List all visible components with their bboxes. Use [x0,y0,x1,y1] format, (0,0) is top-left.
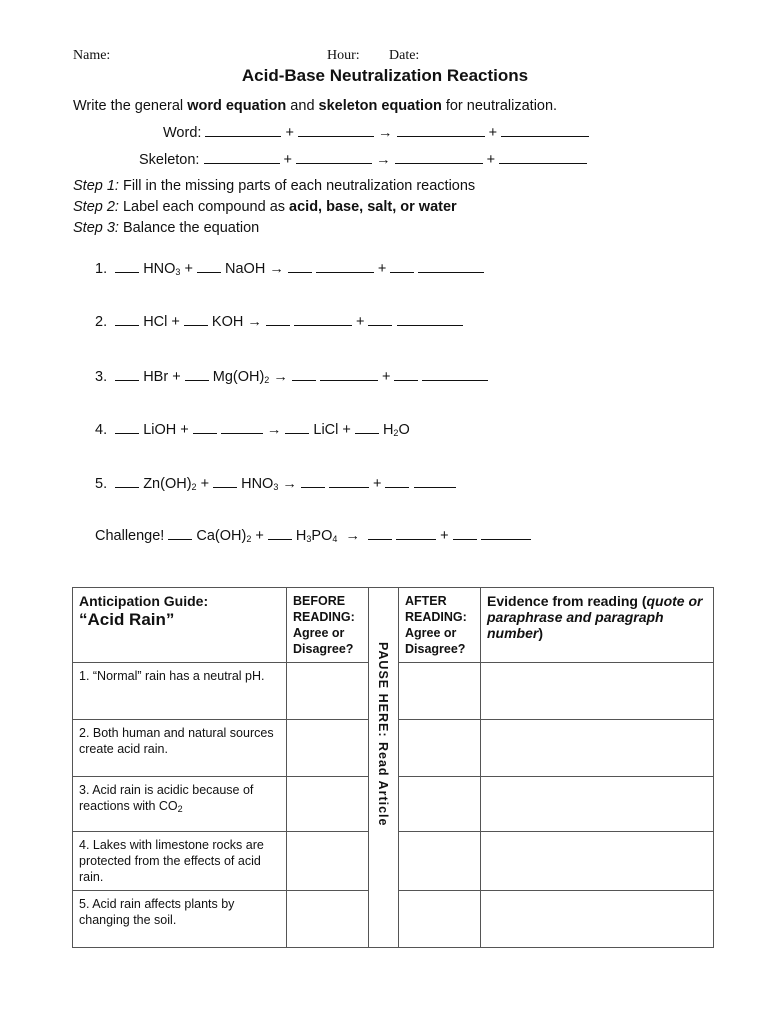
arrow-icon: → [376,152,391,168]
word-blank-3[interactable] [397,135,485,137]
product-blank[interactable] [329,486,369,488]
after-reading-header: AFTER READING: Agree or Disagree? [399,588,481,663]
coef-blank[interactable] [115,324,139,326]
coef-blank[interactable] [115,432,139,434]
skeleton-blank-2[interactable] [296,162,372,164]
arrow-icon: → [282,476,297,492]
skeleton-blank-1[interactable] [204,162,280,164]
evidence-header: Evidence from reading (quote or paraphrase and paragraph number) [481,588,714,663]
hour-label: Hour: [327,48,360,63]
pause-label: PAUSE HERE: Read Article [375,642,390,827]
step-1: Step 1: Fill in the missing parts of each neutralization reactions [73,178,476,194]
arrow-icon: → [345,528,360,544]
coef-blank[interactable] [394,379,418,381]
coef-blank[interactable] [285,432,309,434]
coef-blank[interactable] [197,271,221,273]
pause-column [369,588,399,948]
product-blank[interactable] [316,271,374,273]
product-blank[interactable] [320,379,378,381]
date-label: Date: [389,48,420,63]
after-answer-4[interactable] [399,832,481,891]
coef-blank[interactable] [385,486,409,488]
product-blank[interactable] [422,379,488,381]
arrow-icon: → [269,261,284,277]
anticipation-guide-table [72,587,714,948]
arrow-icon: → [266,422,282,438]
equation-1: 1. $HNO_3$ + NaOH → + [95,261,484,277]
word-equation: Word: + → + [163,125,589,141]
before-answer-3[interactable] [287,777,369,832]
evidence-answer-2[interactable] [481,720,714,777]
coef-blank[interactable] [266,324,290,326]
coef-blank[interactable] [213,486,237,488]
step-2: Step 2: Label each compound as acid, base, salt, or water [73,199,457,215]
coef-blank[interactable] [390,271,414,273]
after-answer-2[interactable] [399,720,481,777]
before-answer-2[interactable] [287,720,369,777]
word-blank-1[interactable] [205,135,281,137]
coef-blank[interactable] [453,538,477,540]
product-blank[interactable] [396,538,436,540]
after-answer-3[interactable] [399,777,481,832]
equation-2: 2. HCl + KOH → + [95,314,463,330]
arrow-icon: → [378,125,393,141]
coef-blank[interactable] [115,379,139,381]
before-answer-5[interactable] [287,891,369,948]
skeleton-blank-3[interactable] [395,162,483,164]
equation-5: 5. $Zn(OH)_2 + HNO_3$ → + [95,476,456,492]
product-blank[interactable] [397,324,463,326]
reactant-blank[interactable] [221,432,263,434]
word-blank-4[interactable] [501,135,589,137]
coef-blank[interactable] [193,432,217,434]
after-answer-1[interactable] [399,663,481,720]
before-reading-header: BEFORE READING: Agree or Disagree? [287,588,369,663]
before-answer-1[interactable] [287,663,369,720]
table-header-row [73,588,714,663]
statement-1: 1. “Normal” rain has a neutral pH. [73,663,287,720]
evidence-answer-1[interactable] [481,663,714,720]
coef-blank[interactable] [185,379,209,381]
step-3: Step 3: Balance the equation [73,220,260,236]
coef-blank[interactable] [115,486,139,488]
skeleton-equation: Skeleton: + → + [139,152,587,168]
coef-blank[interactable] [355,432,379,434]
page-title: Acid-Base Neutralization Reactions [241,66,529,85]
evidence-answer-4[interactable] [481,832,714,891]
product-blank[interactable] [418,271,484,273]
coef-blank[interactable] [288,271,312,273]
challenge-equation: Challenge! $Ca(OH)_2 + H_3PO_4$ → + [95,528,531,544]
product-blank[interactable] [481,538,531,540]
evidence-answer-5[interactable] [481,891,714,948]
name-label: Name: [73,48,111,63]
arrow-icon: → [247,314,262,330]
arrow-icon: → [273,369,288,385]
statement-5: 5. Acid rain affects plants by changing the soil. [73,891,287,948]
intro-text: Write the general word equation and skeleton equation for neutralization. [73,98,558,114]
after-answer-5[interactable] [399,891,481,948]
coef-blank[interactable] [115,271,139,273]
product-blank[interactable] [414,486,456,488]
before-answer-4[interactable] [287,832,369,891]
evidence-answer-3[interactable] [481,777,714,832]
product-blank[interactable] [294,324,352,326]
coef-blank[interactable] [184,324,208,326]
coef-blank[interactable] [368,324,392,326]
coef-blank[interactable] [292,379,316,381]
equation-4: 4. LiOH + → LiCl + $H_2O$ [95,422,410,438]
guide-title-cell: Anticipation Guide: “Acid Rain” [73,588,287,663]
coef-blank[interactable] [301,486,325,488]
statement-2: 2. Both human and natural sources create acid rain. [73,720,287,777]
statement-3: 3. Acid rain is acidic because of reactions with $CO_2$ [73,777,287,832]
coef-blank[interactable] [368,538,392,540]
equation-3: 3. HBr + $Mg(OH)_2$ → + [95,369,488,385]
coef-blank[interactable] [268,538,292,540]
word-blank-2[interactable] [298,135,374,137]
statement-4: 4. Lakes with limestone rocks are protected from the effects of acid rain. [73,832,287,891]
coef-blank[interactable] [168,538,192,540]
skeleton-blank-4[interactable] [499,162,587,164]
